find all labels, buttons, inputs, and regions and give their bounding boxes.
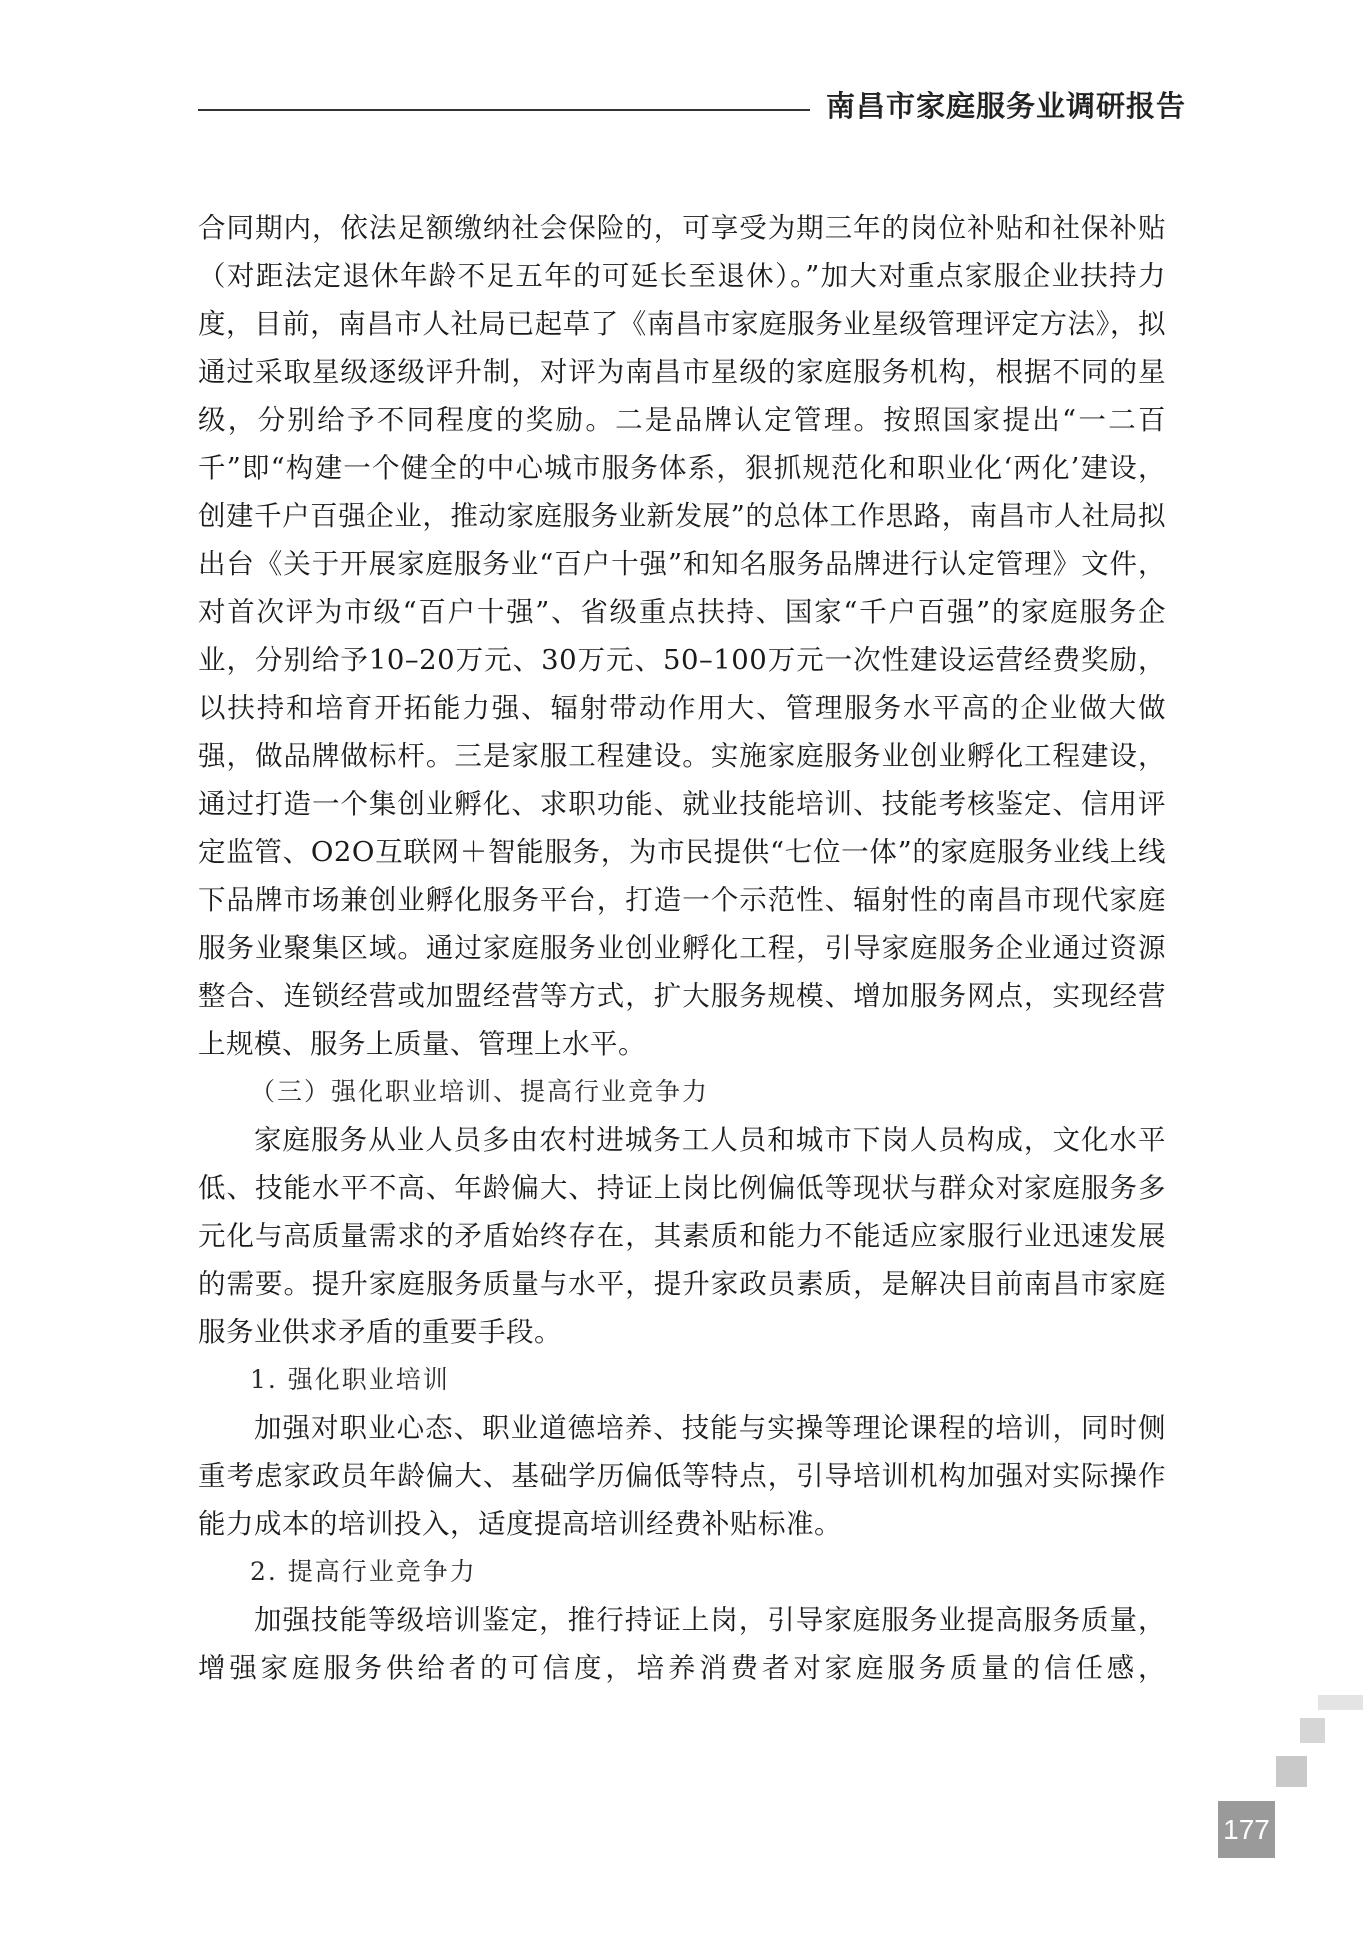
paragraph-3: 加强对职业心态、职业道德培养、技能与实操等理论课程的培训，同时侧重考虑家政员年龄偏大、基础学历偏低等特点，引导培训机构加强对实际操作能力成本的培训投入，适度提高培训经费补贴标准。 bbox=[198, 1412, 1166, 1540]
body-text bbox=[198, 204, 1166, 1692]
paragraph-1: 合同期内，依法足额缴纳社会保险的，可享受为期三年的岗位补贴和社保补贴（对距法定退休年龄不足五年的可延长至退休）。”加大对重点家服企业扶持力度，目前，南昌市人社局已起草了《南昌市家庭服务业星级管理评定方法》，拟通过采取星级逐级评升制，对评为南昌市星级的家庭服务机构，根据不同的星级，分别给予不同程度的奖励。二是品牌认定管理。按照国家提出“一二百千”即“构建一个健全的中心城市服务体系，狠抓规范化和职业化‘两化’建设，创建千户百强企业，推动家庭服务业新发展”的总体工作思路，南昌市人社局拟出台《关于开展家庭服务业“百户十强”和知名服务品牌进行认定管理》文件，对首次评为市级“百户十强”、省级重点扶持、国家“千户百强”的家庭服务企业，分别给予10–20万元、30万元、50–100万元一次性建设运营经费奖励，以扶持和培育开拓能力强、辐射带动作用大、管理服务水平高的企业做大做强，做品牌做标杆。三是家服工程建设。实施家庭服务业创业孵化工程建设，通过打造一个集创业孵化、求职功能、就业技能培训、技能考核鉴定、信用评定监管、O2O互联网＋智能服务，为市民提供“七位一体”的家庭服务业线上线下品牌市场兼创业孵化服务平台，打造一个示范性、辐射性的南昌市现代家庭服务业聚集区域。通过家庭服务业创业孵化工程，引导家庭服务企业通过资源整合、连锁经营或加盟经营等方式，扩大服务规模、增加服务网点，实现经营上规模、服务上质量、管理上水平。 bbox=[198, 212, 1166, 1060]
subheading-2: 2. 提高行业竞争力 bbox=[250, 1557, 477, 1586]
section-heading-3: （三）强化职业培训、提高行业竞争力 bbox=[250, 1077, 710, 1106]
header-rule bbox=[198, 109, 810, 111]
subheading-1: 1. 强化职业培训 bbox=[250, 1365, 450, 1394]
paragraph-4: 加强技能等级培训鉴定，推行持证上岗，引导家庭服务业提高服务质量，增强家庭服务供给者的可信度，培养消费者对家庭服务质量的信任感， bbox=[198, 1604, 1166, 1684]
decorative-square bbox=[1318, 1695, 1363, 1710]
running-header-title: 南昌市家庭服务业调研报告 bbox=[826, 89, 1187, 123]
decorative-square bbox=[1276, 1756, 1307, 1787]
paragraph-2: 家庭服务从业人员多由农村进城务工人员和城市下岗人员构成，文化水平低、技能水平不高、年龄偏大、持证上岗比例偏低等现状与群众对家庭服务多元化与高质量需求的矛盾始终存在，其素质和能力不能适应家服行业迅速发展的需要。提升家庭服务质量与水平，提升家政员素质，是解决目前南昌市家庭服务业供求矛盾的重要手段。 bbox=[198, 1124, 1166, 1348]
page-number: 177 bbox=[1218, 1801, 1275, 1858]
decorative-square bbox=[1300, 1718, 1325, 1743]
